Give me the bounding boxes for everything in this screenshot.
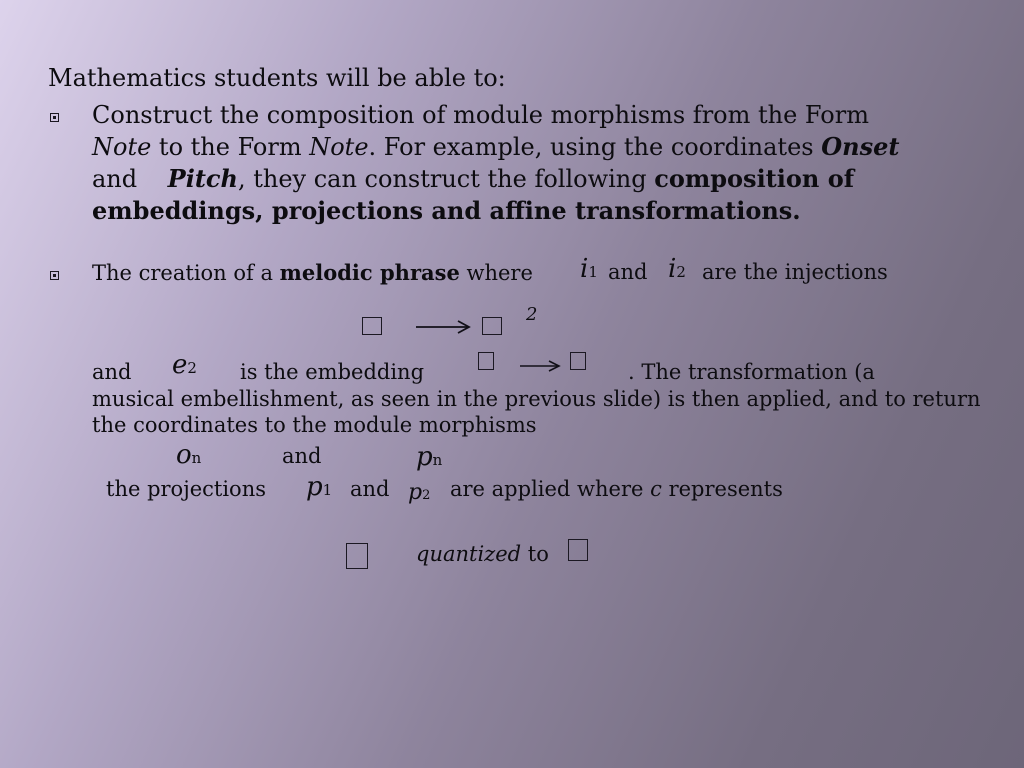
- b1-onset: Onset: [821, 132, 900, 161]
- b2-injections: are the injections: [702, 260, 888, 284]
- b2-and-3: and: [282, 444, 322, 468]
- b2-applied: [450, 477, 783, 501]
- i1-symbol: [580, 254, 598, 284]
- b2-quantized: [416, 542, 549, 566]
- missing-glyph-box: [346, 543, 368, 569]
- e-subscript: 2: [187, 359, 197, 377]
- i2-symbol: [668, 254, 686, 284]
- b2-embedding: is the embedding: [240, 360, 425, 384]
- missing-glyph-box: [362, 317, 382, 335]
- missing-glyph-box: [482, 317, 502, 335]
- superscript-2: 2: [526, 304, 538, 325]
- b1-text-3: . For example, using the coordinates: [368, 133, 822, 161]
- missing-glyph-box: [570, 352, 586, 370]
- quantized-text: quantized: [416, 542, 522, 566]
- b2-and-2: and: [92, 360, 132, 384]
- i-symbol: i: [580, 254, 589, 284]
- bullet-1-paragraph: [92, 100, 992, 227]
- b1-text-4: , they can construct the following: [237, 165, 655, 193]
- intro-text: Mathematics students will be able to:: [48, 64, 506, 92]
- b2-projections: the projections: [106, 477, 266, 501]
- p-symbol: p: [408, 480, 423, 505]
- to-text: to: [521, 542, 549, 566]
- b2-text-1: The creation of a: [92, 261, 280, 285]
- n-subscript: n: [432, 451, 443, 469]
- b2-bold: melodic phrase: [279, 260, 460, 285]
- e2-symbol: [172, 350, 197, 380]
- b1-note-2: Note: [309, 133, 369, 161]
- subscript-2: 2: [676, 263, 686, 281]
- bullet-2-line-1: [92, 260, 533, 285]
- b1-note-1: Note: [92, 133, 152, 161]
- b2-and-4: and: [350, 477, 390, 501]
- e-symbol: e: [172, 350, 188, 380]
- i-symbol: i: [668, 254, 677, 284]
- b1-pitch: Pitch: [167, 164, 238, 193]
- b1-text-2: to the Form: [151, 133, 310, 161]
- square-bullet-icon: [50, 271, 59, 280]
- pn-symbol: [416, 442, 442, 472]
- o-symbol: o: [176, 440, 192, 470]
- represents-text: represents: [661, 477, 783, 501]
- p1-symbol: [306, 472, 332, 502]
- p-symbol: p: [306, 472, 323, 502]
- b2-transformation: . The transformation (a: [628, 360, 875, 384]
- p-symbol: p: [416, 442, 433, 472]
- square-bullet-icon: [50, 113, 59, 122]
- subscript-1: 1: [588, 263, 598, 281]
- b1-text-1: Construct the composition of module morphisms from the Form: [92, 101, 869, 129]
- arrow-right-icon: [414, 318, 472, 336]
- b2-continuation: musical embellishment, as seen in the previous slide) is then applied, and to return the coordinates to the module morphisms: [92, 387, 981, 437]
- on-symbol: [176, 440, 201, 470]
- b2-and-1: and: [608, 260, 648, 284]
- c-variable: c: [650, 477, 662, 501]
- p-subscript-2: 2: [422, 488, 431, 503]
- p-subscript-1: 1: [322, 481, 333, 499]
- n-subscript: n: [191, 449, 202, 467]
- b1-bold-text: composition of embeddings, projections and affine transformations.: [92, 164, 855, 225]
- applied-text: are applied where: [450, 477, 651, 501]
- b2-text-2: where: [459, 261, 533, 285]
- p2-symbol: [408, 480, 430, 505]
- b1-and: and: [92, 165, 138, 193]
- missing-glyph-box: [568, 539, 588, 561]
- missing-glyph-box: [478, 352, 494, 370]
- arrow-right-icon: [518, 358, 562, 374]
